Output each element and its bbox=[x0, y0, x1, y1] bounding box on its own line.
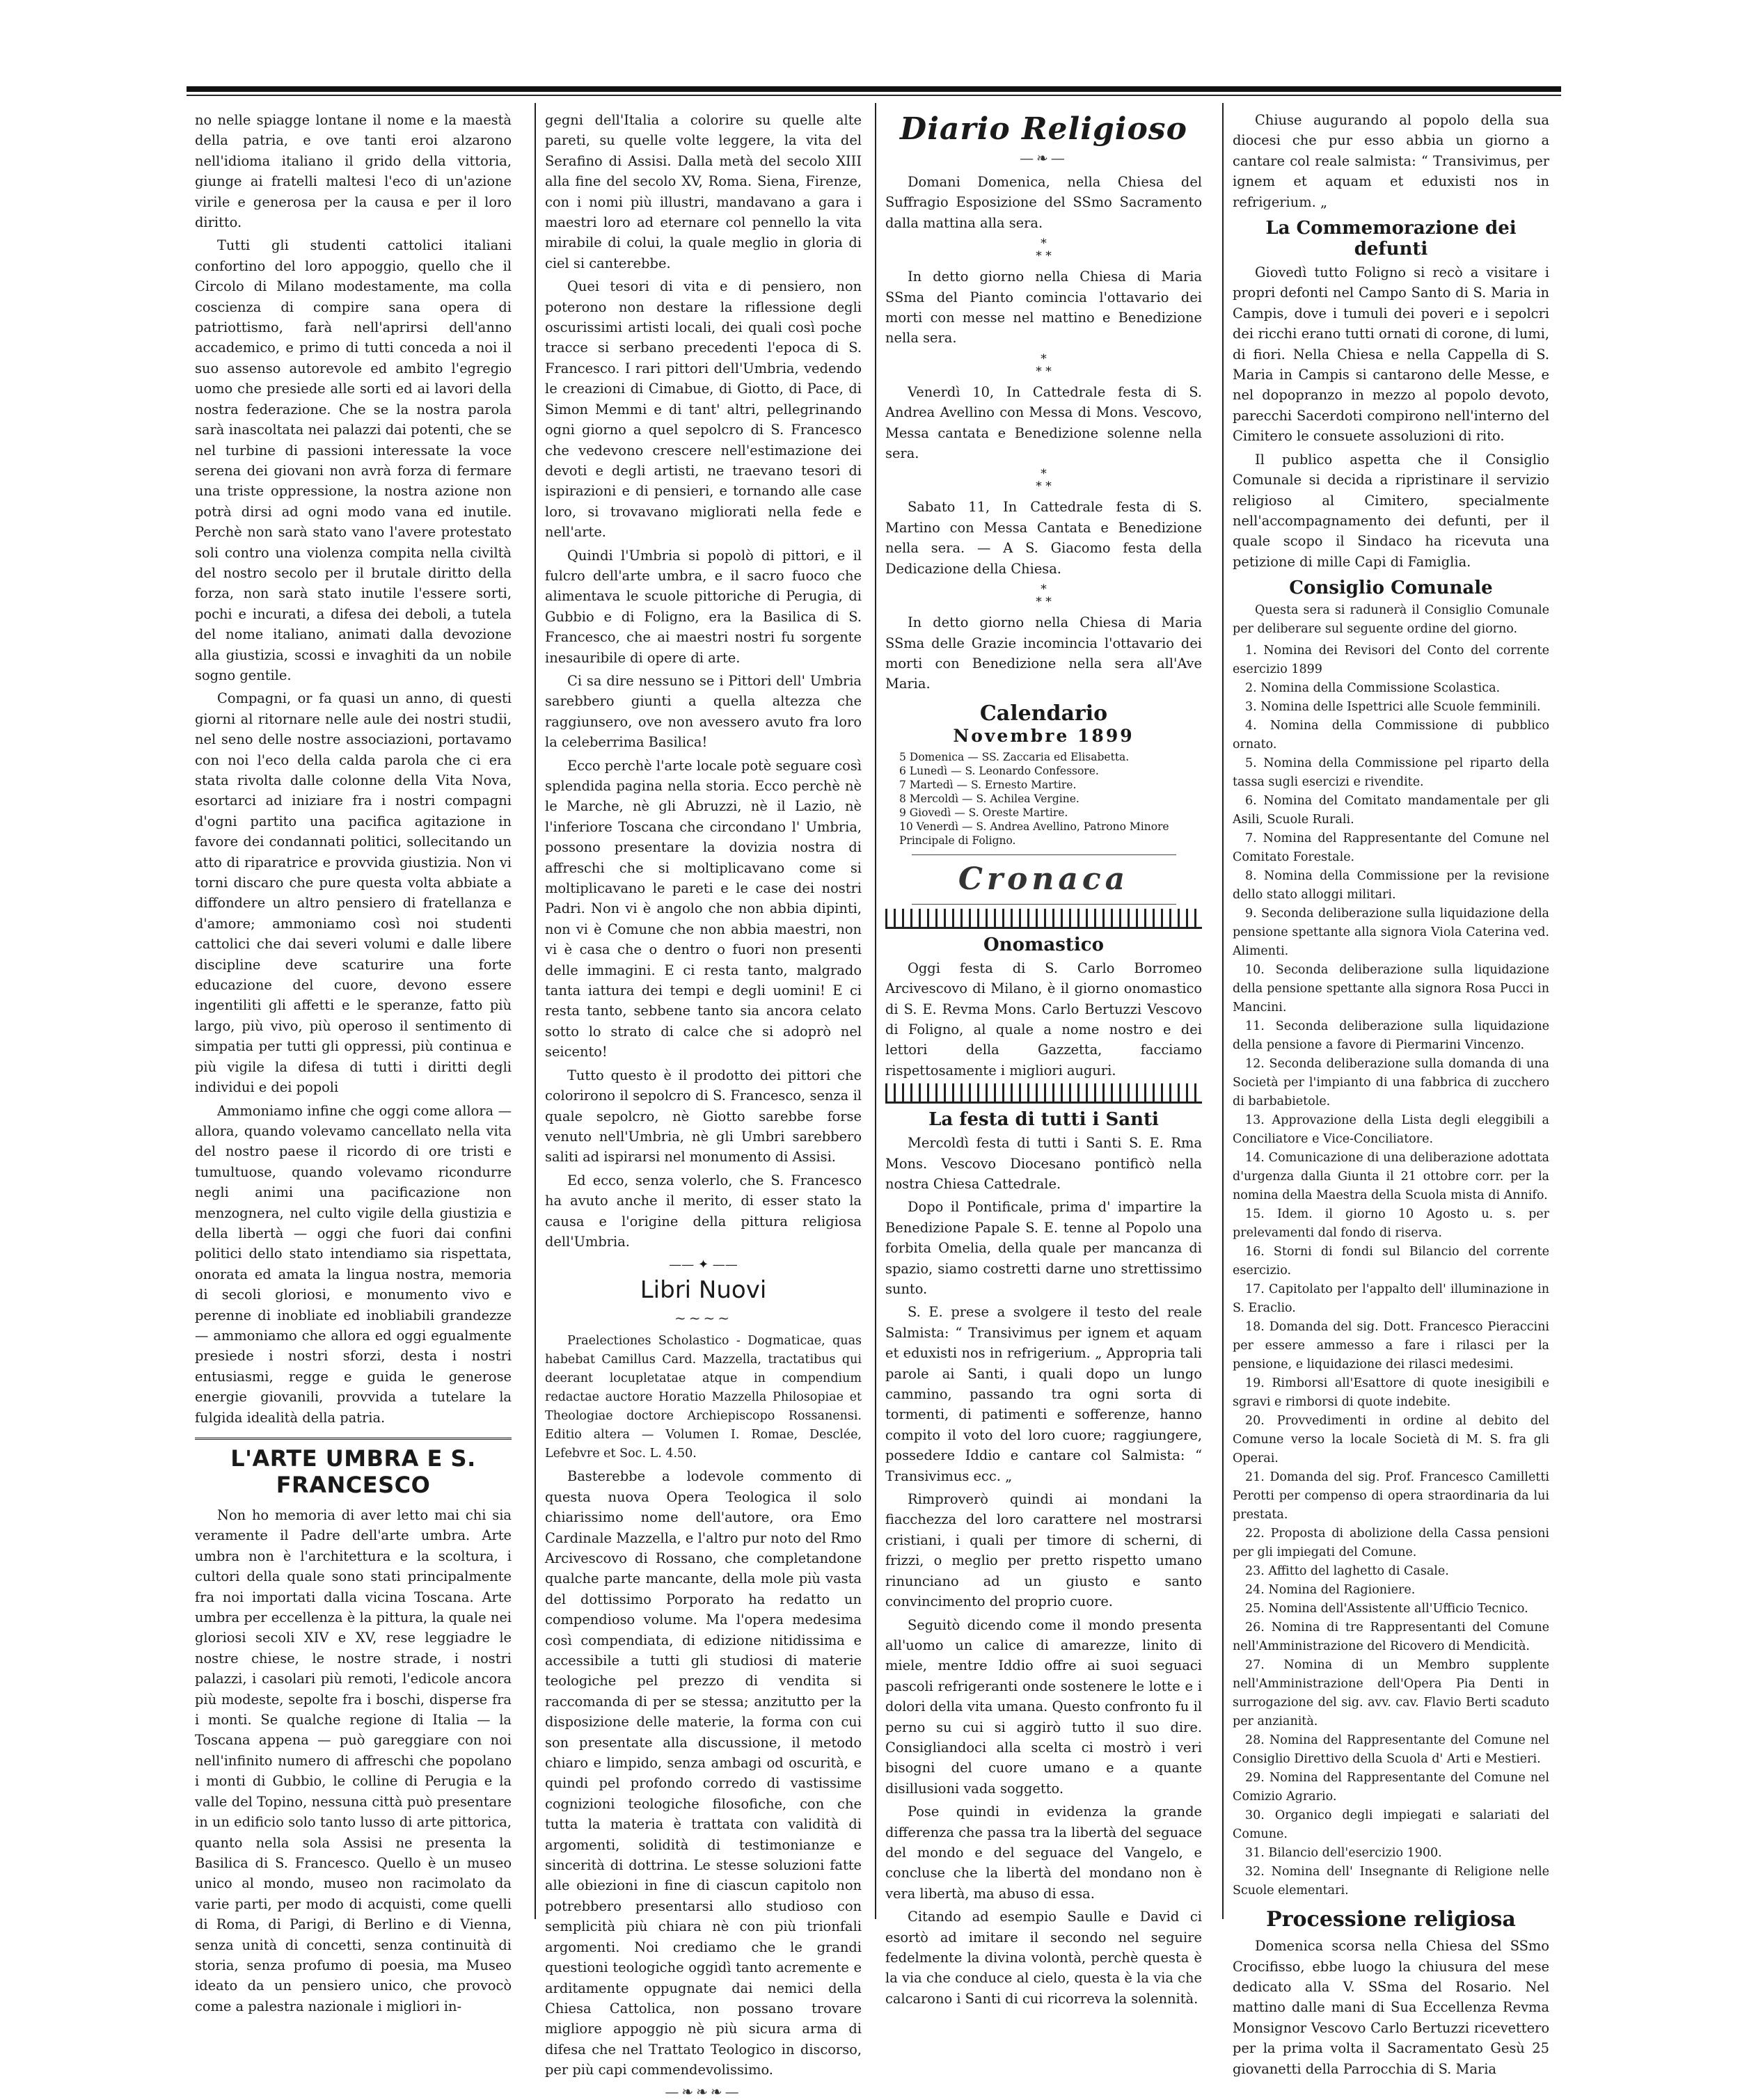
section-heading: Processione religiosa bbox=[1266, 1907, 1516, 1932]
paragraph: Quei tesori di vita e di pensiero, non poterono non destare la riflessione degli oscurissimi artisti locali, dei quali così poche tracce si serbano precedenti l'epoca di S. Francesco. I rari pittori dell'Umbria, vedendo le creazioni di Cimabue, di Giotto, di Pace, di Simon Memmi e di tant' altri, pellegrinando ogni giorno a quel sepolcro di S. Francesco che vedevono crescere nell'estimazione dei devoti e degli artisti, ne traevano tesori di ispirazioni e di pensieri, e tornando alle case loro, si trovavano migliorati nella fede e nell'arte. bbox=[545, 278, 862, 541]
calendar-title: Calendario bbox=[979, 701, 1108, 726]
column-1 bbox=[195, 110, 512, 2014]
paragraph: Domenica scorsa nella Chiesa del SSmo Crocifisso, ebbe luogo la chiusura del mese dedicato alla V. SSma del Rosario. Nel mattino dalle mani di Sua Eccellenza Revma Monsignor Vescovo Carlo Bertuzzi ricevettero per la prima volta il Sacramentato Gesù 25 giovanetti della Parrocchia di S. Maria bbox=[1233, 1938, 1549, 2077]
agenda-item: 9. Seconda deliberazione sulla liquidazione della pensione spettante alla signora Viola Caterina ved. Alimenti. bbox=[1233, 907, 1549, 959]
agenda-item: 31. Bilancio dell'esercizio 1900. bbox=[1245, 1846, 1442, 1861]
ornament-divider: —❧❧❧— bbox=[665, 2083, 742, 2100]
asterism: * * * bbox=[1036, 351, 1052, 379]
agenda-item: 5. Nomina della Commissione pel riparto della tassa sugli esercizi e rivendite. bbox=[1233, 756, 1549, 790]
paragraph: Basterebbe a lodevole commento di questa nuova Opera Teologica il solo chiarissimo nome dell'autore, ora Emo Cardinale Mazzella, e l'altro pur noto del Rmo Arcivescovo di Rossano, che completandone qualche parte mancante, della mole più vasta del dottissimo Porporato ha redatto un compendioso volume. Ma l'opera medesima così compendiata, di edizione nitidissima e accessibile a tutti gli studiosi di materie teologiche pel prezzo di vendita si raccomanda di per se stessa; anzitutto per la disposizione delle materie, la forma con cui son presentate alla discussione, il metodo chiaro e limpido, senza ambagi od oscurità, e quindi pel profondo corredo di vastissime cognizioni teologiche filosofiche, con che tutta la materia è trattata con validità di argomenti, solidità di testimonianze e sincerità di dottrina. Le stesse soluzioni fatte alle obiezioni in fine di ciascun capitolo non potrebbero presentarsi allo studioso con semplicità più chiara nè con più trionfali argomenti. Noi crediamo che le grandi questioni teologiche oggidì tanto acremente e arditamente oppugnate dai nemici della Chiesa Cattolica, non possano trovare migliore appoggio nè più sicura arma di difesa che nel Trattato Teologico in discorso, per più capi commendevolissimo. bbox=[545, 1468, 862, 2078]
agenda-item: 26. Nomina di tre Rappresentanti del Comune nell'Amministrazione del Ricovero di Mendicità. bbox=[1233, 1621, 1549, 1654]
ornament-divider: —❧— bbox=[1020, 150, 1068, 166]
top-rule bbox=[187, 86, 1561, 92]
paragraph: Questa sera si radunerà il Consiglio Comunale per deliberare sul seguente ordine del giorno. bbox=[1233, 603, 1549, 637]
paragraph: no nelle spiagge lontane il nome e la maestà della patria, e ove tanti eroi alzarono nell'idioma italiano il grido della vittoria, giunge ai fratelli maltesi l'eco di un'azione virile e generosa per la causa e per il loro diritto. bbox=[195, 112, 512, 231]
paragraph: Dopo il Pontificale, prima d' impartire la Benedizione Papale S. E. tenne al Popolo una forbita Omelia, della quale per mancanza di spazio, siamo costretti darne uno strettissimo sunto. bbox=[885, 1199, 1202, 1297]
agenda-item: 13. Approvazione della Lista degli eleggibili a Conciliatore e Vice-Conciliatore. bbox=[1233, 1113, 1549, 1147]
section-heading: La festa di tutti i Santi bbox=[928, 1109, 1159, 1131]
paragraph: Non ho memoria di aver letto mai chi sia veramente il Padre dell'arte umbra. Arte umbra non è l'architettura e la scoltura, i cultori della quale sono stati principalmente fra noi importati dalla vicina Toscana. Arte umbra per eccellenza è la pittura, la quale nei gloriosi secoli XIV e XV, rese leggiadre le nostre chiese, le nostre strade, i nostri palazzi, i casolari più remoti, l'edicole ancora più modeste, sepolte fra i boschi, disperse fra i monti. Se qualche regione di Italia — la Toscana appena — può gareggiare con noi nell'infinito numero di affreschi che popolano i monti di Gubbio, le colline di Perugia e la valle del Topino, nessuna città può presentare in un edificio solo tanto lusso di arte pittorica, quanto nella sola Assisi ne presenta la Basilica di S. Francesco. Quello è un museo unico al mondo, museo non racimolato da varie parti, per modo di acquisti, come quelli di Roma, di Parigi, di Berlino e di Vienna, senza unità di concetti, senza continuità di storia, senza profumo di poesia, ma Museo ideato da un pensiero unico, che provocò come a palestra nazionale i migliori in- bbox=[195, 1507, 512, 2014]
calendar-list bbox=[899, 750, 1202, 848]
paragraph: Tutto questo è il prodotto dei pittori che colorirono il sepolcro di S. Francesco, senza il quale sepolcro, nè Giotto sarebbe forse venuto nell'Umbria, nè gli Umbri sarebbero saliti ad ispirarsi nel monumento di Assisi. bbox=[545, 1067, 862, 1166]
agenda-item: 30. Organico degli impiegati e salariati del Comune. bbox=[1233, 1808, 1549, 1842]
agenda-item: 8. Nomina della Commissione per la revisione dello stato alloggi militari. bbox=[1233, 869, 1549, 902]
agenda-item: 6. Nomina del Comitato mandamentale per gli Asili, Scuole Rurali. bbox=[1233, 794, 1549, 827]
agenda-list bbox=[1233, 642, 1549, 1900]
paragraph: In detto giorno nella Chiesa di Maria SSma del Pianto comincia l'ottavario dei morti con messe nel mattino e Benedizione nella sera. bbox=[885, 269, 1202, 347]
calendar-entry: 7 Martedì — S. Ernesto Martire. bbox=[899, 778, 1077, 791]
paragraph: S. E. prese a svolgere il testo del reale Salmista: “ Transivimus per ignem et aquam et eduxisti nos in refrigerium. „ Appropria tali parole ai Santi, i quali dopo un lungo cammino, passando tra ogni sorta di tormenti, di patimenti e sofferenze, hanno compito il voto del loro cuore; raggiungere, possedere Iddio e cantare col Salmista: “ Transivimus ecc. „ bbox=[885, 1304, 1202, 1484]
paragraph: Sabato 11, In Cattedrale festa di S. Martino con Messa Cantata e Benedizione nella sera. — A S. Giacomo festa della Dedicazione della Chiesa. bbox=[885, 499, 1202, 577]
paragraph: Rimproverò quindi ai mondani la fiacchezza del loro carattere nel mostrarsi cristiani, i quali per timore di scherni, di frizzi, o meglio per pretto rispetto umano rinunciano ad un giusto e santo convincimento del proprio cuore. bbox=[885, 1491, 1202, 1610]
paragraph: Chiuse augurando al popolo della sua diocesi che pur esso abbia un giorno a cantare col reale salmista: “ Transivimus, per ignem et aquam et eduxisti nos in refrigerium. „ bbox=[1233, 112, 1549, 210]
paragraph: Ammoniamo infine che oggi come allora — allora, quando volevamo cancellato nella vita del nostro paese il ricordo di ore tristi e tumultuose, quando volevamo ricondurre negli animi una pacificazione non menzognera, nel culto vigile della giustizia e della libertà — oggi che fuori dai confini politici dello stato intendiamo sia rispettata, onorata ed amata la lingua nostra, memoria di secoli gloriosi, e monumento vivo e perenne di inobliate ed inobliabili grandezze — ammoniamo che allora ed oggi egualmente presiede i nostri sforzi, desta i nostri entusiasmi, regge e guida le generose energie giovanili, provvida a tutelare la fulgida idealità della patria. bbox=[195, 1102, 512, 1426]
cronaca-banner: Cronaca bbox=[912, 854, 1176, 905]
calendar-entry: 8 Mercoldì — S. Achilea Vergine. bbox=[899, 792, 1079, 805]
agenda-item: 27. Nomina di un Membro supplente nell'Amministrazione dell'Opera Pia Denti in surrogazione del sig. avv. cav. Flavio Berti scaduto per anzianità. bbox=[1233, 1658, 1549, 1729]
agenda-item: 19. Rimborsi all'Esattore di quote inesigibili e sgravi e rimborsi di quote indebite. bbox=[1233, 1376, 1549, 1410]
agenda-item: 10. Seconda deliberazione sulla liquidazione della pensione spettante alla signora Rosa Pucci in Mancini. bbox=[1233, 963, 1549, 1015]
ornamental-border bbox=[885, 909, 1202, 929]
column-3 bbox=[885, 110, 1202, 2007]
asterism: * * * bbox=[1036, 582, 1052, 610]
agenda-item: 29. Nomina del Rappresentante del Comune nel Comizio Agrario. bbox=[1233, 1771, 1549, 1804]
agenda-item: 24. Nomina del Ragioniere. bbox=[1245, 1583, 1416, 1598]
calendar-entry: 5 Domenica — SS. Zaccaria ed Elisabetta. bbox=[899, 750, 1130, 763]
calendar-entry: 6 Lunedì — S. Leonardo Confessore. bbox=[899, 764, 1099, 777]
top-rule-thin bbox=[187, 95, 1561, 96]
asterism: * * * bbox=[1036, 237, 1052, 264]
paragraph: Il publico aspetta che il Consiglio Comunale si decida a ripristinare il servizio religioso al Cimitero, specialmente nell'accompagnamento dei defunti, per il quale scopo il Sindaco ha ricevuta una petizione di mille Capi di Famiglia. bbox=[1233, 451, 1549, 570]
section-heading: Libri Nuovi bbox=[640, 1276, 767, 1305]
paragraph: Tutti gli studenti cattolici italiani confortino del loro appoggio, quello che il Circolo di Milano modestamente, ma colla coscienza di compire sana opera di patriottismo, farà nell'aprirsi dell'anno accademico, e primo di tutti conceda a noi il suo assenso autorevole ed ambito l'egregio uomo che presiede alle sorti ed ai lavori della nostra federazione. Che se la nostra parola sarà inascoltata nei palazzi dai potenti, che se nel turbine di passioni interessate la voce serena dei giovani non avrà forza di fermare una triste oppressione, la nostra azione non potrà dirsi ad ogni modo vana ed inutile. Perchè non sarà stato vano l'avere protestato soli contro una violenza compita nella civiltà del nostro secolo per il brutale diritto della forza, non sarà stato inutile l'essere sorti, pochi e incurati, a difesa dei deboli, a tutela del nome italiano, animati dalla devozione alla giustizia, scossi e invaghiti da un nobile sogno gentile. bbox=[195, 237, 512, 683]
agenda-item: 25. Nomina dell'Assistente all'Ufficio Tecnico. bbox=[1245, 1602, 1528, 1616]
agenda-item: 7. Nomina del Rappresentante del Comune nel Comitato Forestale. bbox=[1233, 832, 1549, 865]
agenda-item: 14. Comunicazione di una deliberazione adottata d'urgenza dalla Giunta il 21 ottobre corr. per la nomina della Maestra della Scuola mista di Annifo. bbox=[1233, 1151, 1549, 1203]
column-2 bbox=[545, 110, 862, 2100]
column-divider bbox=[1222, 103, 1224, 1919]
agenda-item: 15. Idem. il giorno 10 Agosto u. s. per prelevamenti dal fondo di riserva. bbox=[1233, 1207, 1549, 1241]
paragraph: gegni dell'Italia a colorire su quelle alte pareti, su quelle volte leggere, la vita del Serafino di Assisi. Dalla metà del secolo XIII alla fine del secolo XV, Roma. Siena, Firenze, con i nomi più illustri, mandavano a gara i maestri loro ad eternare col pennello la vita mirabile di colui, la quale meglio in gloria di ciel si canterebbe. bbox=[545, 112, 862, 271]
agenda-item: 18. Domanda del sig. Dott. Francesco Pieraccini per essere ammesso a fare i rilasci per la pensione, e liquidazione dei rilasci medesimi. bbox=[1233, 1320, 1549, 1372]
agenda-item: 11. Seconda deliberazione sulla liquidazione della pensione a favore di Piermarini Vincenzo. bbox=[1233, 1019, 1549, 1053]
paragraph: Citando ad esempio Saulle e David ci esortò ad imitare il secondo nel seguire fedelmente la divina volontà, perchè questa è la via che conduce al cielo, questa è la via che calcarono i Santi di cui ricorreva la solennità. bbox=[885, 1909, 1202, 2007]
asterism: * * * bbox=[1036, 467, 1052, 494]
section-heading: Consiglio Comunale bbox=[1289, 578, 1493, 599]
agenda-item: 21. Domanda del sig. Prof. Francesco Camilletti Perotti per compenso di opera straordinaria da lui prestata. bbox=[1233, 1470, 1549, 1522]
book-citation: Praelectiones Scholastico - Dogmaticae, quas habebat Camillus Card. Mazzella, tractatibus qui deerant locupletatae atque in compendium redactae auctore Horatio Mazzella Philosopiae et Theologiae doctore Archiepiscopo Rossanensi. Editio altera — Volumen I. Romae, Desclée, Lefebvre et Soc. L. 4.50. bbox=[545, 1334, 862, 1461]
agenda-item: 12. Seconda deliberazione sulla domanda di una Società per l'impianto di una fabbrica di zucchero di barbabietole. bbox=[1233, 1057, 1549, 1109]
paragraph: Giovedì tutto Foligno si recò a visitare i propri defonti nel Campo Santo di S. Maria in Campis, dove i tumuli dei poveri e i sepolcri dei ricchi erano tutti ornati di corone, di lumi, di fiori. Nella Chiesa e nella Cappella di S. Maria in Campis si cantarono delle Messe, e nel dopopranzo in mezzo al popolo devoto, parecchi Sacerdoti compirono nell'interno del Cimitero le consuete assoluzioni di rito. bbox=[1233, 264, 1549, 445]
calendar-month: Novembre 1899 bbox=[953, 725, 1134, 746]
column-divider bbox=[875, 103, 876, 1919]
paragraph: Quindi l'Umbria si popolò di pittori, e il fulcro dell'arte umbra, e il sacro fuoco che alimentava le scuole pittoriche di Perugia, di Gubbio e di Foligno, era la Basilica di S. Francesco, che ai maestri nostri fu sorgente inesauribile di opere di arte. bbox=[545, 547, 862, 666]
agenda-item: 23. Affitto del laghetto di Casale. bbox=[1245, 1564, 1449, 1579]
paragraph: Ci sa dire nessuno se i Pittori dell' Umbria sarebbero giunti a quella altezza che raggiunsero, ove non avessero avuto fra loro la celeberrima Basilica! bbox=[545, 672, 862, 751]
agenda-item: 2. Nomina della Commissione Scolastica. bbox=[1245, 681, 1501, 696]
agenda-item: 17. Capitolato per l'appalto dell' illuminazione in S. Eraclio. bbox=[1233, 1282, 1549, 1316]
agenda-item: 4. Nomina della Commissione di pubblico ornato. bbox=[1233, 719, 1549, 752]
ornamental-border bbox=[885, 1083, 1202, 1104]
paragraph: Ecco perchè l'arte locale potè seguare così splendida pagina nella storia. Ecco perchè nè le Marche, nè gli Abruzzi, nè il Lazio, nè l'inferiore Toscana che circondano l' Umbria, possono presentare la dovizia nostra di affreschi che si moltiplicavano come si moltiplicavano le pareti e le case dei nostri Padri. Non vi è angolo che non abbia dipinti, non vi è Comune che non abbia maestri, non vi è casa che o dentro o fuori non presenti delle immagini. E ci resta tanto, malgrado tanta iattura dei tempi e degli uomini! E ci resta tanto, sebbene tanto sia ancora celato sotto lo strato di calce che si adoprò nel seicento! bbox=[545, 757, 862, 1060]
section-heading: Diario Religioso bbox=[900, 111, 1187, 147]
calendar-entry: 10 Venerdì — S. Andrea Avellino, Patrono Minore Principale di Foligno. bbox=[899, 820, 1169, 847]
agenda-item: 32. Nomina dell' Insegnante di Religione nelle Scuole elementari. bbox=[1233, 1865, 1549, 1898]
agenda-item: 20. Provvedimenti in ordine al debito del Comune verso la locale Società di M. S. fra gli Operai. bbox=[1233, 1414, 1549, 1466]
paragraph: Compagni, or fa quasi un anno, di questi giorni al ritornare nelle aule dei nostri studii, nel seno delle nostre associazioni, portavamo con noi l'eco della calda parola che ci era stata rivolta dalle colonne della Vita Nova, esortarci ad iniziare fra i nostri compagni d'ogni partito una pacifica agitazione in favore dei condannati politici, sollecitando un atto di riparatrice e provvida giustizia. Non vi torni discaro che pure questa volta abbiate a diffondere un altro pensiero di fratellanza e d'amore; ammoniamo così noi studenti cattolici che dai severi volumi e dalle libere discipline deve scaturire una forte educazione del cuore, devono essere ingentiliti gli affetti e le speranze, fatto più largo, più vivo, più operoso il sentimento di simpatia per tutti gli oppressi, più continua e più vigile la difesa di tutti i diritti degli individui e dei popoli bbox=[195, 690, 512, 1096]
paragraph: Pose quindi in evidenza la grande differenza che passa tra la libertà del seguace del mondo e del seguace del Vangelo, e concluse che la libertà del mondano non è vera libertà, ma abuso di essa. bbox=[885, 1804, 1202, 1902]
ornament-divider: —— ✦ —— bbox=[669, 1257, 738, 1273]
column-divider bbox=[535, 103, 536, 1919]
paragraph: In detto giorno nella Chiesa di Maria SSma delle Grazie incomincia l'ottavario dei morti con Benedizione nella sera all'Ave Maria. bbox=[885, 614, 1202, 692]
paragraph: Seguitò dicendo come il mondo presenta all'uomo un calice di amarezze, linito di miele, mentre Iddio offre ai suoi seguaci pascoli refrigeranti onde sostenere le lotte e i dolori della vita umana. Questo confronto fu il perno su cui si aggirò tutto il suo dire. Consigliandoci alla scelta ci mostrò i veri bisogni del cuore umano e a quante disillusioni vada soggetto. bbox=[885, 1616, 1202, 1797]
agenda-item: 3. Nomina delle Ispettrici alle Scuole femminili. bbox=[1245, 700, 1541, 715]
agenda-item: 1. Nomina dei Revisori del Conto del corrente esercizio 1899 bbox=[1233, 644, 1549, 677]
paragraph: Oggi festa di S. Carlo Borromeo Arcivescovo di Milano, è il giorno onomastico di S. E. Revma Mons. Carlo Bertuzzi Vescovo di Foligno, al quale a nome nostro e dei lettori della Gazzetta, facciamo rispettosamente i migliori auguri. bbox=[885, 960, 1202, 1079]
paragraph: Mercoldì festa di tutti i Santi S. E. Rma Mons. Vescovo Diocesano pontificò nella nostra Chiesa Cattedrale. bbox=[885, 1135, 1202, 1192]
calendar-entry: 9 Giovedì — S. Oreste Martire. bbox=[899, 806, 1068, 819]
article-heading: L'ARTE UMBRA E S. FRANCESCO bbox=[195, 1438, 512, 1498]
paragraph: Domani Domenica, nella Chiesa del Suffragio Esposizione del SSmo Sacramento dalla mattina alla sera. bbox=[885, 174, 1202, 231]
column-4 bbox=[1233, 110, 1549, 2077]
agenda-item: 28. Nomina del Rappresentante del Comune nel Consiglio Direttivo della Scuola d' Arti e Mestieri. bbox=[1233, 1733, 1549, 1767]
section-heading: La Commemorazione dei defunti bbox=[1265, 218, 1517, 260]
section-heading: Onomastico bbox=[983, 934, 1104, 955]
paragraph: Ed ecco, senza volerlo, che S. Francesco ha avuto anche il merito, di esser stato la causa e l'origine della pittura religiosa dell'Umbria. bbox=[545, 1172, 862, 1250]
ornament-divider: ~~~~ bbox=[674, 1310, 733, 1327]
agenda-item: 16. Storni di fondi sul Bilancio del corrente esercizio. bbox=[1233, 1245, 1549, 1278]
agenda-item: 22. Proposta di abolizione della Cassa pensioni per gli impiegati del Comune. bbox=[1233, 1527, 1549, 1560]
paragraph: Venerdì 10, In Cattedrale festa di S. Andrea Avellino con Messa di Mons. Vescovo, Messa cantata e Benedizione solenne nella sera. bbox=[885, 383, 1202, 462]
